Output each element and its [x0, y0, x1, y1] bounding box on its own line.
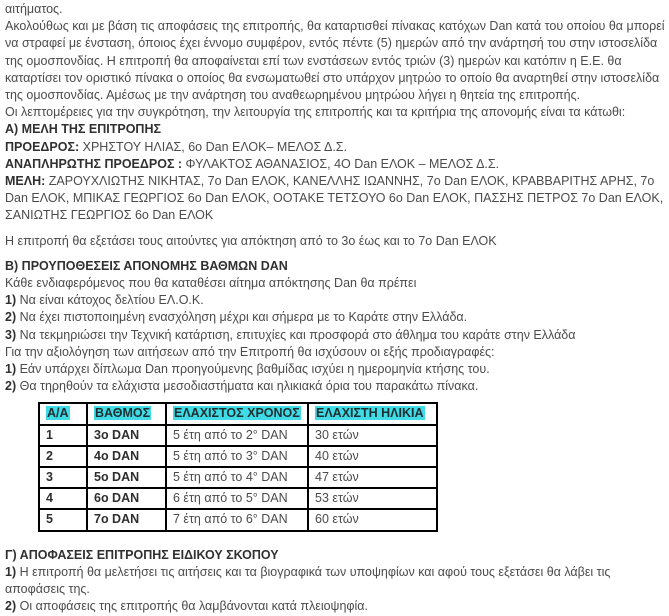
decision-text: Η επιτροπή θα μελετήσει τις αιτήσεις και τα βιογραφικά των υποψηφίων και αφού τους εξετάσει θα λάβει τις αποφάσεις της.	[5, 564, 611, 597]
members-label: ΜΕΛΗ:	[5, 174, 46, 189]
cell-grade: 3ο DAN	[87, 425, 166, 446]
cell-min-age: 60 ετών	[308, 509, 437, 530]
president-value: ΧΡΗΣΤΟΥ ΗΛΙΑΣ, 6ο Dan ΕΛΟΚ– ΜΕΛΟΣ Δ.Σ.	[79, 139, 347, 154]
cell-min-time: 5 έτη από το 2° DAN	[166, 425, 308, 446]
cell-grade: 6ο DAN	[87, 488, 166, 509]
intro-tail-text: αιτήματος.	[5, 2, 63, 16]
cell-num: 1	[39, 425, 87, 446]
deputy-president-label: ΑΝΑΠΛΗΡΩΤΗΣ ΠΡΟΕΔΡΟΣ :	[5, 156, 183, 171]
spec-item	[5, 378, 665, 395]
table-header-row	[39, 403, 437, 424]
requirement-number: 3)	[5, 327, 17, 342]
evaluation-intro: Για την αξιολόγηση των αιτήσεων από την Επιτροπή θα ισχύσουν οι εξής προδιαγραφές:	[5, 344, 495, 359]
requirement-text: Να τεκμηριώσει την Τεχνική κατάρτιση, επιτυχίες και προσφορά στο άθλημα του καράτε στην Ελλάδα	[16, 327, 576, 342]
requirement-item	[5, 292, 665, 309]
president-label: ΠΡΟΕΔΡΟΣ:	[5, 139, 80, 154]
spec-item	[5, 361, 665, 378]
cell-num: 2	[39, 446, 87, 467]
cell-grade: 7ο DAN	[87, 509, 166, 530]
requirement-item	[5, 309, 665, 326]
section-b-heading: Β) ΠΡΟΥΠΟΘΕΣΕΙΣ ΑΠΟΝΟΜΗΣ ΒΑΘΜΩΝ DAN	[5, 258, 288, 273]
examine-note: Η επιτροπή θα εξετάσει τους αιτούντες για απόκτηση από το 3ο έως και το 7ο Dan ΕΛΟΚ	[5, 233, 497, 248]
cell-grade: 5ο DAN	[87, 467, 166, 488]
header-highlight: Α/Α	[47, 406, 69, 421]
spec-text: Θα τηρηθούν τα ελάχιστα μεσοδιαστήματα και ηλικιακά όρια του παρακάτω πίνακα.	[16, 379, 479, 394]
table-row	[39, 509, 437, 530]
cell-min-time: 6 έτη από το 5° DAN	[166, 488, 308, 509]
requirement-text: Να είναι κάτοχος δελτίου ΕΛ.Ο.Κ.	[16, 293, 204, 308]
cell-min-age: 40 ετών	[308, 446, 437, 467]
cell-min-age: 53 ετών	[308, 488, 437, 509]
decision-text: Οι αποφάσεις της επιτροπής θα λαμβάνονται κατά πλειοψηφία.	[16, 599, 368, 614]
section-a-heading: Α) ΜΕΛΗ ΤΗΣ ΕΠΙΤΡΟΠΗΣ	[5, 122, 161, 137]
cell-num: 4	[39, 488, 87, 509]
president-line	[5, 139, 665, 156]
dan-requirements-table	[38, 402, 438, 531]
header-cell-min-time	[166, 403, 308, 424]
decision-item	[5, 564, 665, 598]
deputy-president-line	[5, 156, 665, 173]
header-highlight: ΕΛΑΧΙΣΤΟΣ ΧΡΟΝΟΣ	[174, 406, 300, 421]
spec-number: 2)	[5, 379, 17, 394]
spec-number: 1)	[5, 362, 17, 377]
requirement-number: 2)	[5, 310, 17, 325]
header-highlight: ΒΑΘΜΟΣ	[95, 406, 151, 421]
members-line	[5, 173, 665, 225]
header-cell-min-age	[308, 403, 437, 424]
requirement-item	[5, 327, 665, 344]
decisions-paragraph: Ακολούθως και με βάση τις αποφάσεις της επιτροπής, θα καταρτισθεί πίνακας κατόχων Dan κατά του οποίου θα μπορεί να στραφεί με ένσταση, όποιος έχει έννομο συμφέρον, εντός πέντε (5) ημερών από την ανάρτησή του στην ιστοσελίδα της ομοσπονδίας. Η επιτροπή θα αποφαίνεται επί των ενστάσεων εντός τριών (3) ημερών και κατόπιν η Ε.Ε. θα καταρτίσει τον οριστικό πίνακα ο οποίος θα ενσωματωθεί στο υπάρχον μητρώο το οποίο θα αναρτηθεί στην ιστοσελίδα της ομοσπονδίας. Αμέσως με την ανάρτηση του αναθεωρημένου μητρώου λήγει η θητεία της επιτροπής.	[5, 19, 665, 103]
details-intro-paragraph: Οι λεπτομέρειες για την συγκρότηση, την λειτουργία της επιτροπής και τα κριτήρια της απονομής είναι τα κάτωθι:	[5, 105, 626, 120]
table-row	[39, 446, 437, 467]
decision-number: 2)	[5, 599, 17, 614]
deputy-president-value: ΦΥΛΑΚΤΟΣ ΑΘΑΝΑΣΙΟΣ, 4Ο Dan ΕΛΟΚ – ΜΕΛΟΣ Δ.Σ.	[182, 156, 500, 171]
cell-min-time: 7 έτη από το 6° DAN	[166, 509, 308, 530]
header-cell-aa	[39, 403, 87, 424]
decision-item	[5, 598, 665, 615]
header-highlight: ΕΛΑΧΙΣΤΗ ΗΛΙΚΙΑ	[316, 406, 424, 421]
members-value: ΖΑΡΟΥΧΛΙΩΤΗΣ ΝΙΚΗΤΑΣ, 7ο Dan ΕΛΟΚ, ΚΑΝΕΛΛΗΣ ΙΩΑΝΝΗΣ, 7ο Dan ΕΛΟΚ, ΚΡΑΒΒΑΡΙΤΗΣ ΑΡΗΣ, 7ο Dan ΕΛΟΚ, ΜΠΙΚΑΣ ΓΕΩΡΓΙΟΣ 6ο Dan ΕΛΟΚ, ΟΟΤΑΚΕ ΤΕΤΣΟΥΟ 6ο Dan ΕΛΟΚ, ΠΑΣΣΗΣ ΠΕΤΡΟΣ 7ο Dan ΕΛΟΚ, ΣΑΝΙΩΤΗΣ ΓΕΩΡΓΙΟΣ 6ο Dan ΕΛΟΚ	[5, 174, 664, 223]
decision-number: 1)	[5, 564, 17, 579]
table-row	[39, 467, 437, 488]
spec-text: Εάν υπάρχει δίπλωμα Dan προηγούμενης βαθμίδας ισχύει η ημερομηνία κτήσης του.	[16, 362, 490, 377]
cell-min-time: 5 έτη από το 4° DAN	[166, 467, 308, 488]
requirement-number: 1)	[5, 293, 17, 308]
cell-min-age: 30 ετών	[308, 425, 437, 446]
section-c-heading: Γ) ΑΠΟΦΑΣΕΙΣ ΕΠΙΤΡΟΠΗΣ ΕΙΔΙΚΟΥ ΣΚΟΠΟΥ	[5, 547, 279, 562]
table-row	[39, 425, 437, 446]
header-cell-grade	[87, 403, 166, 424]
cell-min-time: 5 έτη από το 3° DAN	[166, 446, 308, 467]
cell-min-age: 47 ετών	[308, 467, 437, 488]
cell-grade: 4ο DAN	[87, 446, 166, 467]
cell-num: 5	[39, 509, 87, 530]
cell-num: 3	[39, 467, 87, 488]
table-row	[39, 488, 437, 509]
section-b-intro: Κάθε ενδιαφερόμενος που θα καταθέσει αίτημα απόκτησης Dan θα πρέπει	[5, 276, 417, 291]
requirement-text: Να έχει πιστοποιημένη ενασχόληση μέχρι και σήμερα με το Καράτε στην Ελλάδα.	[16, 310, 468, 325]
